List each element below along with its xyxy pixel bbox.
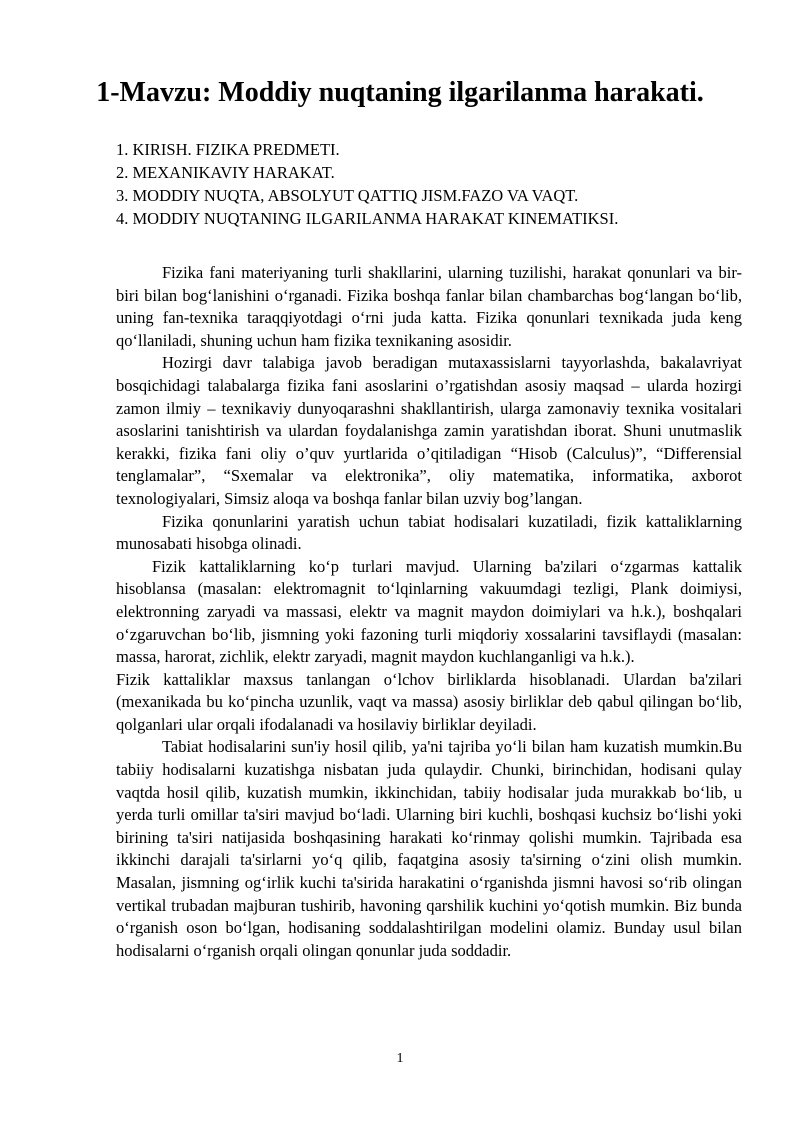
paragraph: Fizika fani materiyaning turli shakllarini, ularning tuzilishi, harakat qonunlari va bir-biri bilan bog‘lanishini o‘rganadi. Fizika boshqa fanlar bilan chambarchas bog‘langan bo‘lib, uning fan-texnika taraqqiyotdagi o‘rni juda katta. Fizika qonunlari texnikada juda keng qo‘llaniladi, shuning uchun ham fizika texnikaning asosidir. [116,263,742,350]
paragraph: Hozirgi davr talabiga javob beradigan mutaxassislarni tayyorlashda, bakalavriyat bosqichidagi talabalarga fizika fani asoslarini o’rgatishdan asosiy maqsad – ularda hozirgi zamon ilmiy – texnikaviy dunyoqarashni shakllantirish, ularga zamonaviy texnika vositalari asoslarini tanishtirish va ulardan foydalanishga zamin yaratishdan iborat. Shuni unutmaslik kerakki, fizika fani oliy o’quv yurtlarida o’qitiladigan “Hisob (Calculus)”, “Differensial tenglamalar”, “Sxemalar va elektronika”, oliy matematika, informatika, axborot texnologiyalari, Simsiz aloqa va boshqa fanlar bilan uzviy bog’langan. [116,353,742,508]
paragraph: Fizika qonunlarini yaratish uchun tabiat hodisalari kuzatiladi, fizik kattaliklarning munosabati hisobga olinadi. [116,511,742,554]
topic-item: 4. MODDIY NUQTANING ILGARILANMA HARAKAT KINEMATIKSI. [116,209,619,228]
paragraph: Fizik kattaliklar maxsus tanlangan o‘lchov birliklarda hisoblanadi. Ulardan ba'zilari (mexanikada bu ko‘pincha uzunlik, vaqt va massa) asosiy birliklar deb qabul qilingan bo‘lib, qolganlari ular orqali ifodalanadi va hosilaviy birliklar deyiladi. [116,669,742,734]
topic-item: 2. MEXANIKAVIY HARAKAT. [116,163,335,182]
page-title: 1-Mavzu: Moddiy nuqtaning ilgarilanma harakati. [96,77,704,108]
body-text [116,262,742,962]
paragraph: Fizik kattaliklarning ko‘p turlari mavjud. Ularning ba'zilari o‘zgarmas kattalik hisoblansa (masalan: elektromagnit to‘lqinlarning vakuumdagi tezligi, Plank doimiysi, elektronning zaryadi va massasi, elektr va magnit maydon doimiylari va h.k.), boshqalari o‘zgaruvchan bo‘lib, jismning yoki fazoning turli miqdoriy xossalarini tavsiflaydi (masalan: massa, harorat, zichlik, elektr zaryadi, magnit maydon kuchlanganligi va h.k.). [116,556,742,667]
page-number: 1 [396,1051,404,1066]
topic-item: 1. KIRISH. FIZIKA PREDMETI. [116,140,340,159]
topic-list [116,138,756,230]
topic-item: 3. MODDIY NUQTA, ABSOLYUT QATTIQ JISM.FAZO VA VAQT. [116,186,579,205]
paragraph: Tabiat hodisalarini sun'iy hosil qilib, ya'ni tajriba yo‘li bilan ham kuzatish mumkin.Bu tabiiy hodisalarni kuzatishga nisbatan juda qulaydir. Chunki, birinchidan, hodisani qulay vaqtda hosil qilib, kuzatish mumkin, ikkinchidan, tabiiy hodisalar juda murakkab bo‘lib, u yerda turli omillar ta'siri mavjud bo‘ladi. Ularning biri kuchli, boshqasi kuchsiz bo‘lishi yoki birining ta'siri natijasida boshqasining harakati ko‘rinmay qolishi mumkin. Tajribada esa ikkinchi darajali ta'sirlarni yo‘q qilib, faqatgina asosiy ta'sirning o‘zini olish mumkin. Masalan, jismning og‘irlik kuchi ta'sirida harakatini o‘rganishda jismni havosi so‘rib olingan vertikal trubadan majburan tushirib, havoning qarshilik kuchini yo‘qotish mumkin. Biz bunda o‘rganish oson bo‘lgan, hodisaning soddalashtirilgan modelini olamiz. Bunday usul bilan hodisalarni o‘rganish orqali olingan qonunlar juda soddadir. [116,737,742,960]
